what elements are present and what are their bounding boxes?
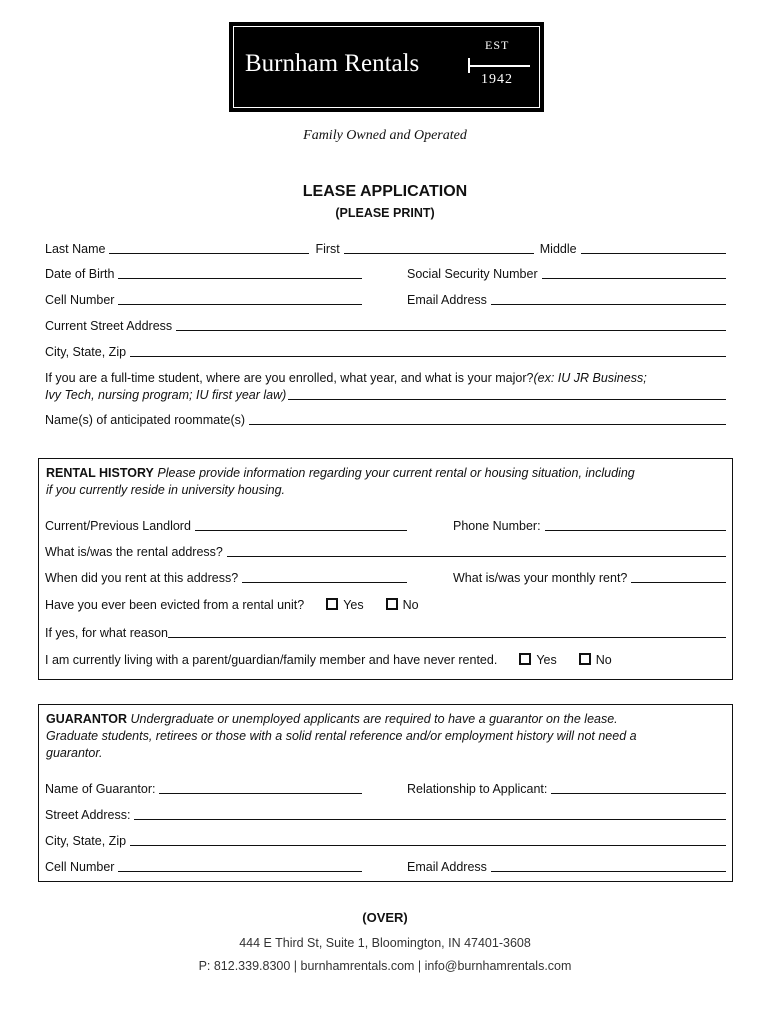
email-row [407, 289, 726, 307]
rental-address-label: What is/was the rental address? [45, 545, 223, 559]
rent-dates-label: When did you rent at this address? [45, 571, 239, 585]
relationship-row [407, 778, 726, 796]
evicted-no-option[interactable] [386, 598, 419, 612]
checkbox[interactable] [579, 653, 591, 665]
rent-dates-field[interactable] [242, 570, 407, 583]
guarantor-title: GUARANTOR [46, 712, 128, 726]
middle-name-field[interactable] [581, 241, 726, 254]
footer-address: 444 E Third St, Suite 1, Bloomington, IN 47401-3608 [239, 936, 531, 950]
logo-rule [468, 65, 530, 67]
rental-history-note: if you currently reside in university housing. [46, 483, 286, 497]
last-name-label: Last Name [45, 242, 106, 256]
company-logo [229, 22, 544, 112]
roommates-field[interactable] [249, 412, 726, 425]
relationship-field[interactable] [551, 781, 726, 794]
evicted-reason-field[interactable] [168, 625, 726, 638]
guarantor-email-field[interactable] [491, 859, 726, 872]
checkbox[interactable] [519, 653, 531, 665]
guarantor-note: Graduate students, retirees or those with a solid rental reference and/or employment history will not need a [46, 729, 637, 743]
rental-address-row [45, 541, 726, 559]
guarantor-street-row [45, 804, 726, 822]
tagline: Family Owned and Operated [303, 128, 467, 143]
dob-label: Date of Birth [45, 267, 115, 281]
guarantor-cell-label: Cell Number [45, 860, 115, 874]
email-field[interactable] [491, 292, 726, 305]
guarantor-email-row [407, 856, 726, 874]
student-example-text: (ex: IU JR Business; [533, 371, 647, 385]
landlord-row [45, 515, 407, 533]
footer-contact: P: 812.339.8300 | burnhamrentals.com | info@burnhamrentals.com [198, 959, 572, 973]
cell-field[interactable] [118, 292, 362, 305]
street-label: Current Street Address [45, 319, 173, 333]
guarantor-email-label: Email Address [407, 860, 487, 874]
city-field[interactable] [130, 344, 726, 357]
guarantor-heading [46, 711, 726, 762]
rental-history-title: RENTAL HISTORY [46, 466, 154, 480]
guarantor-cell-row [45, 856, 362, 874]
ssn-row [407, 263, 726, 281]
living-no-option[interactable] [579, 653, 612, 667]
no-label: No [595, 653, 612, 667]
page-subtitle: (PLEASE PRINT) [335, 206, 435, 220]
first-name-label: First [315, 242, 340, 256]
cell-row [45, 289, 362, 307]
phone-label: Phone Number: [453, 519, 541, 533]
rental-history-note: Please provide information regarding your current rental or housing situation, including [157, 466, 635, 480]
phone-row [453, 515, 726, 533]
student-question-label: If you are a full-time student, where are you enrolled, what year, and what is your major? [45, 371, 534, 385]
no-label: No [402, 598, 419, 612]
guarantor-cell-field[interactable] [118, 859, 362, 872]
rental-history-heading [46, 465, 726, 499]
dob-field[interactable] [118, 266, 362, 279]
email-label: Email Address [407, 293, 487, 307]
guarantor-city-row [45, 830, 726, 848]
monthly-rent-label: What is/was your monthly rent? [453, 571, 628, 585]
guarantor-street-label: Street Address: [45, 808, 131, 822]
rental-address-field[interactable] [227, 544, 726, 557]
guarantor-street-field[interactable] [134, 807, 726, 820]
over-note: (OVER) [362, 910, 408, 925]
middle-name-label: Middle [539, 242, 577, 256]
student-example-text: Ivy Tech, nursing program; IU first year law) [45, 388, 287, 402]
guarantor-city-field[interactable] [130, 833, 726, 846]
last-name-field[interactable] [109, 241, 309, 254]
name-row [45, 238, 726, 256]
evicted-label: Have you ever been evicted from a rental unit? [45, 598, 305, 612]
city-label: City, State, Zip [45, 345, 127, 359]
checkbox[interactable] [386, 598, 398, 610]
guarantor-name-row [45, 778, 362, 796]
living-row [45, 649, 726, 667]
yes-label: Yes [536, 653, 557, 667]
logo-est: EST [485, 38, 510, 52]
living-yes-option[interactable] [519, 653, 556, 667]
guarantor-name-label: Name of Guarantor: [45, 782, 156, 796]
yes-label: Yes [343, 598, 364, 612]
checkbox[interactable] [326, 598, 338, 610]
street-row [45, 315, 726, 333]
landlord-label: Current/Previous Landlord [45, 519, 191, 533]
first-name-field[interactable] [344, 241, 534, 254]
guarantor-note: Undergraduate or unemployed applicants are required to have a guarantor on the lease. [130, 712, 618, 726]
phone-field[interactable] [545, 518, 726, 531]
ssn-field[interactable] [542, 266, 726, 279]
evicted-reason-row [45, 622, 726, 640]
student-answer-row [45, 384, 726, 402]
relationship-label: Relationship to Applicant: [407, 782, 548, 796]
guarantor-name-field[interactable] [159, 781, 362, 794]
ssn-label: Social Security Number [407, 267, 538, 281]
roommates-label: Name(s) of anticipated roommate(s) [45, 413, 246, 427]
monthly-rent-row [453, 567, 726, 585]
guarantor-note: guarantor. [46, 746, 103, 760]
student-field[interactable] [288, 387, 726, 400]
guarantor-city-label: City, State, Zip [45, 834, 127, 848]
landlord-field[interactable] [195, 518, 407, 531]
dob-row [45, 263, 362, 281]
student-question-row [45, 367, 726, 385]
evicted-reason-label: If yes, for what reason [45, 626, 168, 640]
evicted-row [45, 594, 726, 612]
living-label: I am currently living with a parent/guardian/family member and have never rented. [45, 653, 498, 667]
monthly-rent-field[interactable] [631, 570, 726, 583]
city-row [45, 341, 726, 359]
cell-label: Cell Number [45, 293, 115, 307]
roommates-row [45, 409, 726, 427]
rent-dates-row [45, 567, 407, 585]
street-field[interactable] [176, 318, 726, 331]
page-title: LEASE APPLICATION [302, 183, 468, 200]
logo-year: 1942 [481, 72, 513, 87]
evicted-yes-option[interactable] [326, 598, 363, 612]
logo-company-name: Burnham Rentals [245, 50, 420, 77]
